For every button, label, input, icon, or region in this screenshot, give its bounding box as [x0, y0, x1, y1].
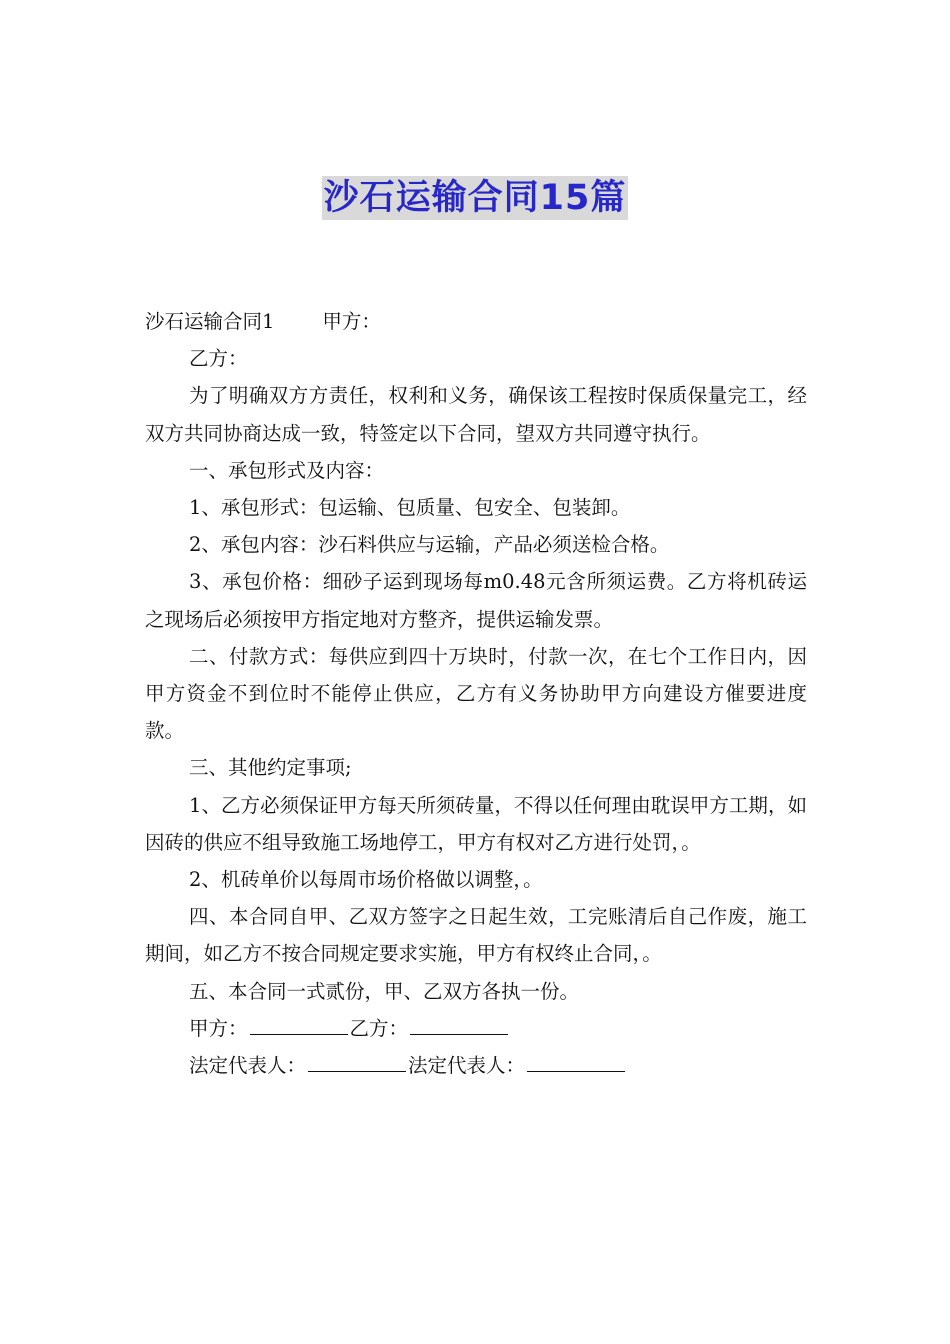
title-container [0, 176, 950, 220]
document-title: 沙石运输合同15篇 [323, 178, 627, 218]
party-a-signature-blank [250, 1012, 348, 1035]
paragraph: 1、承包形式：包运输、包质量、包安全、包装卸。 [189, 496, 631, 520]
signature-line-representatives [145, 1047, 807, 1084]
party-b-signature-blank [410, 1012, 508, 1035]
rep-a-signature-blank [308, 1049, 406, 1072]
paragraph: 五、本合同一式贰份，甲、乙双方各执一份。 [189, 979, 580, 1003]
party-b-signature-label: 乙方： [349, 1016, 409, 1040]
contract-heading-line [145, 303, 807, 340]
contract-number-label: 沙石运输合同1 [145, 310, 275, 333]
paragraph: 四、本合同自甲、乙双方签字之日起生效，工完账清后自己作废，施工期间，如乙方不按合同规定要求实施，甲方有权终止合同，。 [145, 905, 807, 966]
party-a-header: 甲方： [322, 310, 381, 333]
paragraph: 2、机砖单价以每周市场价格做以调整，。 [189, 868, 543, 892]
party-a-signature-label: 甲方： [189, 1016, 248, 1040]
paragraph: 三、其他约定事项; [189, 756, 352, 780]
paragraph: 3、承包价格：细砂子运到现场每m0.48元含所须运费。乙方将机砖运之现场后必须按甲方指定地对方整齐，提供运输发票。 [145, 570, 807, 631]
paragraph: 2、承包内容：沙石料供应与运输，产品必须送检合格。 [189, 533, 670, 557]
rep-a-signature-label: 法定代表人： [189, 1054, 307, 1078]
signature-line-parties [145, 1010, 807, 1047]
rep-b-signature-label: 法定代表人： [408, 1054, 526, 1078]
paragraph: 为了明确双方方责任，权利和义务，确保该工程按时保质保量完工，经双方共同协商达成一致，特签定以下合同，望双方共同遵守执行。 [145, 384, 807, 445]
paragraph: 1、乙方必须保证甲方每天所须砖量，不得以任何理由耽误甲方工期，如因砖的供应不组导致施工场地停工，甲方有权对乙方进行处罚，。 [145, 793, 807, 854]
paragraph: 乙方： [189, 347, 248, 371]
paragraph: 二、付款方式：每供应到四十万块时，付款一次，在七个工作日内，因甲方资金不到位时不能停止供应，乙方有义务协助甲方向建设方催要进度款。 [145, 644, 807, 743]
paragraph: 一、承包形式及内容： [189, 458, 385, 482]
rep-b-signature-blank [527, 1049, 625, 1072]
document-body [145, 303, 807, 1084]
